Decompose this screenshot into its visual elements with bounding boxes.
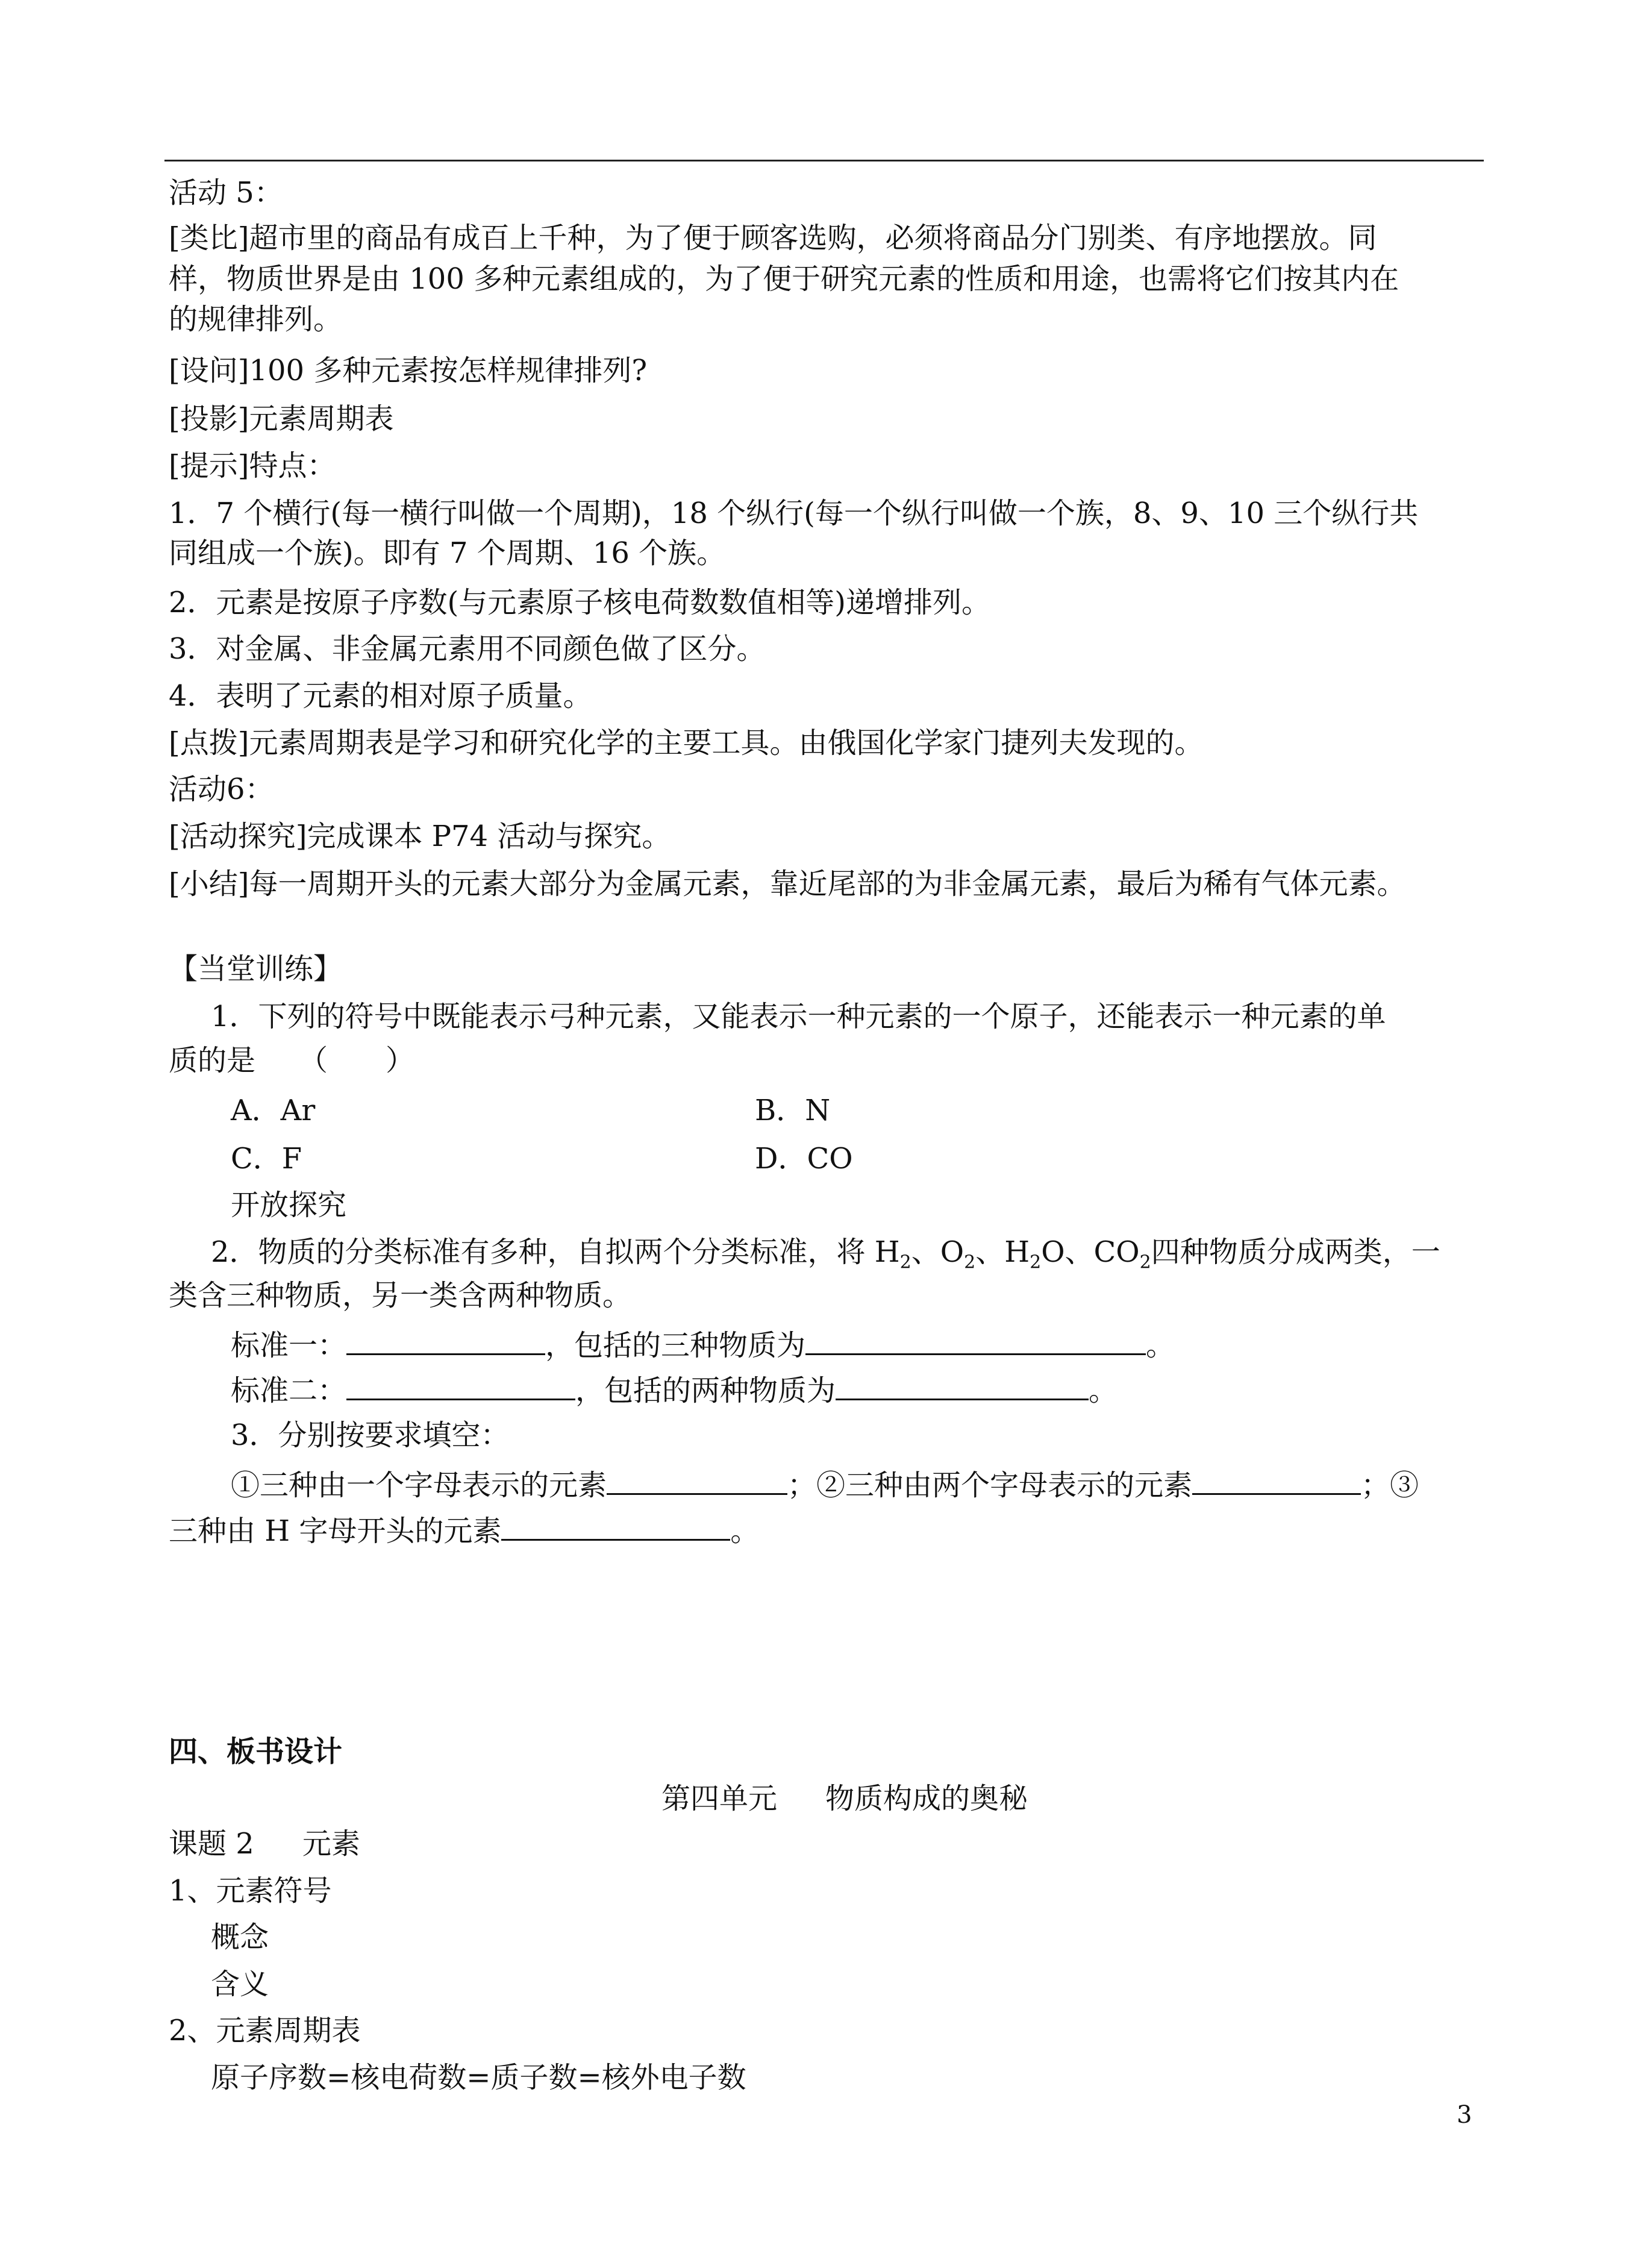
option-b: B．N [755, 1094, 831, 1127]
standard1-substances-blank[interactable] [805, 1326, 1146, 1355]
board-section-1: 1、元素符号 [169, 1874, 332, 1908]
h-elements-blank[interactable] [501, 1511, 730, 1541]
board-meaning: 含义 [211, 1967, 269, 2001]
projection-line: [投影]元素周期表 [169, 402, 394, 436]
two-letter-elements-blank[interactable] [1192, 1465, 1361, 1495]
lesson-title: 课题 2 元素 [169, 1827, 360, 1861]
open-explore-label: 开放探究 [231, 1188, 347, 1222]
board-section-2: 2、元素周期表 [169, 2014, 361, 2047]
option-c: C．F [231, 1142, 302, 1176]
board-concept: 概念 [211, 1920, 269, 1954]
header-rule [164, 160, 1484, 161]
q2-line-a: 2．物质的分类标准有多种，自拟两个分类标准，将 $H_2$、$O_2$、$H_2O$、$CO_2$四种物质分成两类，一 [211, 1235, 1440, 1273]
summary-line: [小结]每一周期开头的元素大部分为金属元素，靠近尾部的为非金属元素，最后为稀有气体元素。 [169, 867, 1406, 901]
q1-line-a: 1．下列的符号中既能表示弓种元素，又能表示一种元素的一个原子，还能表示一种元素的单 [211, 1000, 1386, 1033]
point2-line: 2．元素是按原子序数(与元素原子核电荷数数值相等)递增排列。 [169, 586, 990, 619]
analogy-line-3: 的规律排列。 [169, 302, 343, 336]
standard2-blank[interactable] [346, 1371, 575, 1400]
subscript-2: 2 [1030, 1251, 1042, 1273]
q3-line-a: ①三种由一个字母表示的元素 ；②三种由两个字母表示的元素 ；③ [231, 1465, 1419, 1503]
activity5-heading: 活动 5： [169, 176, 283, 210]
analogy-line-1: [类比]超市里的商品有成百上千种，为了便于顾客选购，必须将商品分门别类、有序地摆放。同 [169, 221, 1377, 255]
page-number: 3 [1457, 2101, 1472, 2129]
point4-line: 4．表明了元素的相对原子质量。 [169, 679, 592, 713]
standard2-line: 标准二： ，包括的两种物质为 。 [231, 1371, 1118, 1409]
subscript-2: 2 [964, 1251, 976, 1273]
unit-title: 第四单元 物质构成的奥秘 [661, 1782, 1028, 1815]
subscript-2: 2 [899, 1251, 911, 1273]
question-line: [设问]100 多种元素按怎样规律排列? [169, 354, 648, 387]
point3-line: 3．对金属、非金属元素用不同颜色做了区分。 [169, 632, 766, 666]
hint-line: [提示]特点： [169, 449, 336, 483]
standard1-blank[interactable] [346, 1326, 545, 1355]
activity6-heading: 活动6： [169, 772, 274, 806]
subscript-2: 2 [1139, 1251, 1151, 1273]
training-heading: 【当堂训练】 [169, 952, 343, 986]
point1-line-b: 同组成一个族)。即有 7 个周期、16 个族。 [169, 536, 726, 570]
q3-line: 3．分别按要求填空： [231, 1418, 510, 1452]
standard1-line: 标准一： ，包括的三种物质为 。 [231, 1326, 1175, 1364]
explore-line: [活动探究]完成课本 P74 活动与探究。 [169, 819, 671, 853]
analogy-line-2: 样，物质世界是由 100 多种元素组成的，为了便于研究元素的性质和用途，也需将它们按其内在 [169, 262, 1399, 296]
standard2-substances-blank[interactable] [836, 1371, 1089, 1400]
option-a: A．Ar [231, 1094, 316, 1127]
q3-line-b: 三种由 H 字母开头的元素 。 [169, 1511, 759, 1549]
q1-line-b: 质的是 （ ） [169, 1044, 415, 1077]
one-letter-elements-blank[interactable] [607, 1465, 787, 1495]
guide-line: [点拨]元素周期表是学习和研究化学的主要工具。由俄国化学家门捷列夫发现的。 [169, 726, 1204, 760]
q2-line-b: 类含三种物质，另一类含两种物质。 [169, 1279, 632, 1312]
board-heading: 四、板书设计 [169, 1735, 343, 1768]
point1-line-a: 1．7 个横行(每一横行叫做一个周期)，18 个纵行(每一个纵行叫做一个族，8、9、10 三个纵行共 [169, 497, 1419, 530]
board-equation: 原子序数=核电荷数=质子数=核外电子数 [211, 2061, 746, 2094]
option-d: D．CO [755, 1142, 853, 1176]
